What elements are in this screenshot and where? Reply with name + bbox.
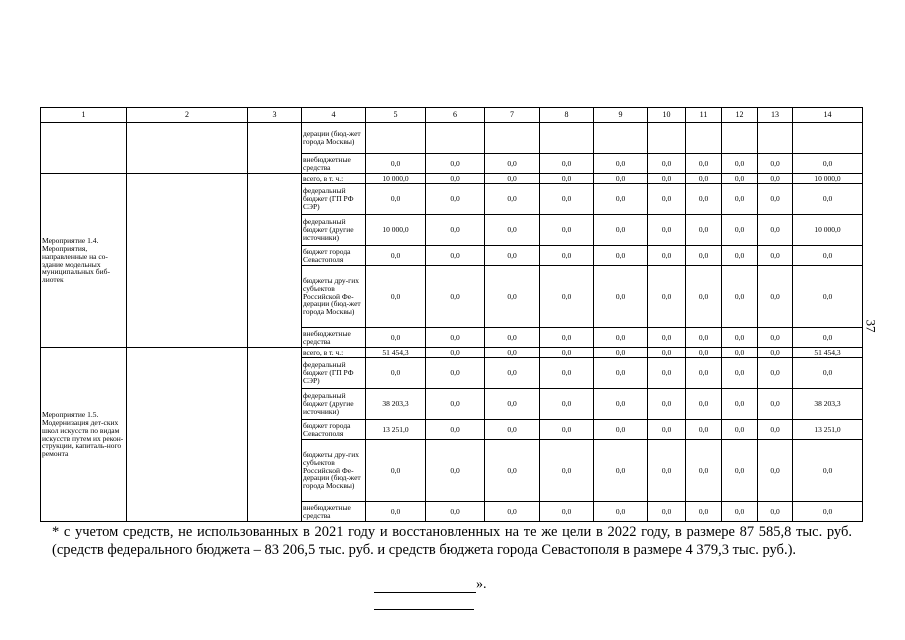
value-cell: 0,0 bbox=[686, 420, 722, 440]
value-cell: 0,0 bbox=[758, 215, 793, 246]
value-cell: 0,0 bbox=[686, 358, 722, 389]
column-header: 3 bbox=[248, 108, 302, 123]
value-cell: 0,0 bbox=[594, 215, 648, 246]
closing-mark bbox=[374, 577, 487, 593]
column-header: 4 bbox=[302, 108, 366, 123]
value-cell: 0,0 bbox=[540, 174, 594, 184]
value-cell: 0,0 bbox=[485, 215, 540, 246]
value-cell: 0,0 bbox=[426, 328, 485, 348]
value-cell: 38 203,3 bbox=[366, 389, 426, 420]
value-cell: 0,0 bbox=[686, 174, 722, 184]
table-row bbox=[41, 123, 863, 154]
value-cell: 0,0 bbox=[594, 266, 648, 328]
funding-source-label: всего, в т. ч.: bbox=[302, 348, 366, 358]
value-cell: 0,0 bbox=[722, 266, 758, 328]
value-cell: 0,0 bbox=[594, 389, 648, 420]
value-cell bbox=[426, 123, 485, 154]
value-cell: 0,0 bbox=[648, 420, 686, 440]
value-cell: 0,0 bbox=[594, 154, 648, 174]
column-header: 9 bbox=[594, 108, 648, 123]
value-cell: 0,0 bbox=[485, 154, 540, 174]
value-cell: 51 454,3 bbox=[793, 348, 863, 358]
empty-cell bbox=[127, 174, 248, 348]
value-cell bbox=[485, 123, 540, 154]
value-cell: 0,0 bbox=[758, 502, 793, 522]
value-cell bbox=[686, 123, 722, 154]
value-cell: 0,0 bbox=[648, 358, 686, 389]
value-cell: 0,0 bbox=[485, 420, 540, 440]
value-cell: 0,0 bbox=[485, 389, 540, 420]
value-cell: 0,0 bbox=[540, 328, 594, 348]
value-cell bbox=[540, 123, 594, 154]
closing-line bbox=[374, 580, 476, 593]
value-cell: 0,0 bbox=[540, 184, 594, 215]
empty-cell bbox=[248, 123, 302, 174]
value-cell: 0,0 bbox=[426, 184, 485, 215]
value-cell: 0,0 bbox=[758, 420, 793, 440]
value-cell: 0,0 bbox=[540, 154, 594, 174]
funding-source-label: федеральный бюджет (другие источники) bbox=[302, 389, 366, 420]
funding-source-label: бюджет города Севастополя bbox=[302, 246, 366, 266]
value-cell: 0,0 bbox=[485, 348, 540, 358]
value-cell: 0,0 bbox=[540, 266, 594, 328]
funding-source-label: дерации (бюд-жет города Москвы) bbox=[302, 123, 366, 154]
value-cell bbox=[793, 123, 863, 154]
measure-title: Мероприятие 1.5. Модернизация дет-ских школ искусств по видам искусств путем их рекон-струкции, капиталь-ного ремонта bbox=[41, 348, 127, 522]
value-cell: 0,0 bbox=[758, 440, 793, 502]
funding-source-label: внебюджетные средства bbox=[302, 502, 366, 522]
value-cell: 0,0 bbox=[594, 502, 648, 522]
value-cell: 0,0 bbox=[366, 266, 426, 328]
value-cell: 10 000,0 bbox=[366, 215, 426, 246]
value-cell: 0,0 bbox=[426, 389, 485, 420]
value-cell: 13 251,0 bbox=[793, 420, 863, 440]
value-cell: 0,0 bbox=[594, 328, 648, 348]
value-cell: 10 000,0 bbox=[793, 174, 863, 184]
funding-source-label: бюджеты дру-гих субъектов Российской Фе-дерации (бюд-жет города Москвы) bbox=[302, 440, 366, 502]
value-cell: 0,0 bbox=[758, 328, 793, 348]
value-cell: 0,0 bbox=[485, 440, 540, 502]
value-cell: 0,0 bbox=[686, 266, 722, 328]
funding-source-label: федеральный бюджет (ГП РФ СЭР) bbox=[302, 184, 366, 215]
value-cell: 0,0 bbox=[686, 440, 722, 502]
empty-cell bbox=[248, 348, 302, 522]
value-cell: 0,0 bbox=[686, 328, 722, 348]
value-cell: 0,0 bbox=[686, 184, 722, 215]
value-cell: 0,0 bbox=[426, 154, 485, 174]
funding-source-label: внебюджетные средства bbox=[302, 328, 366, 348]
value-cell: 0,0 bbox=[793, 266, 863, 328]
value-cell: 0,0 bbox=[594, 184, 648, 215]
value-cell: 0,0 bbox=[426, 420, 485, 440]
value-cell: 0,0 bbox=[594, 440, 648, 502]
column-header: 5 bbox=[366, 108, 426, 123]
value-cell: 0,0 bbox=[793, 154, 863, 174]
value-cell: 0,0 bbox=[426, 358, 485, 389]
value-cell: 0,0 bbox=[594, 246, 648, 266]
value-cell bbox=[594, 123, 648, 154]
column-header: 12 bbox=[722, 108, 758, 123]
value-cell: 0,0 bbox=[366, 184, 426, 215]
bottom-rule bbox=[374, 609, 474, 610]
value-cell: 0,0 bbox=[594, 348, 648, 358]
value-cell bbox=[648, 123, 686, 154]
value-cell: 0,0 bbox=[540, 358, 594, 389]
value-cell: 0,0 bbox=[722, 440, 758, 502]
value-cell: 0,0 bbox=[793, 502, 863, 522]
value-cell: 0,0 bbox=[686, 215, 722, 246]
value-cell: 0,0 bbox=[366, 502, 426, 522]
value-cell: 0,0 bbox=[758, 389, 793, 420]
value-cell: 0,0 bbox=[758, 174, 793, 184]
value-cell: 0,0 bbox=[540, 348, 594, 358]
value-cell: 0,0 bbox=[793, 440, 863, 502]
value-cell: 0,0 bbox=[793, 184, 863, 215]
value-cell: 0,0 bbox=[686, 389, 722, 420]
value-cell: 0,0 bbox=[648, 154, 686, 174]
closing-quote: ». bbox=[476, 577, 487, 592]
value-cell: 0,0 bbox=[758, 348, 793, 358]
value-cell: 0,0 bbox=[722, 328, 758, 348]
column-header: 1 bbox=[41, 108, 127, 123]
value-cell: 0,0 bbox=[758, 266, 793, 328]
value-cell: 0,0 bbox=[485, 266, 540, 328]
column-header: 10 bbox=[648, 108, 686, 123]
column-header: 14 bbox=[793, 108, 863, 123]
value-cell: 0,0 bbox=[722, 174, 758, 184]
value-cell: 0,0 bbox=[485, 502, 540, 522]
value-cell: 0,0 bbox=[366, 328, 426, 348]
value-cell: 0,0 bbox=[366, 440, 426, 502]
value-cell: 0,0 bbox=[485, 246, 540, 266]
value-cell: 13 251,0 bbox=[366, 420, 426, 440]
value-cell: 0,0 bbox=[686, 502, 722, 522]
funding-source-label: бюджет города Севастополя bbox=[302, 420, 366, 440]
funding-source-label: федеральный бюджет (ГП РФ СЭР) bbox=[302, 358, 366, 389]
measure-title: Мероприятие 1.4. Мероприятия, направленные на со-здание модельных муниципальных биб-лиотек bbox=[41, 174, 127, 348]
value-cell: 0,0 bbox=[648, 328, 686, 348]
budget-table bbox=[40, 107, 863, 522]
value-cell: 0,0 bbox=[648, 215, 686, 246]
column-header: 8 bbox=[540, 108, 594, 123]
value-cell: 0,0 bbox=[722, 154, 758, 174]
value-cell: 0,0 bbox=[758, 358, 793, 389]
value-cell: 0,0 bbox=[485, 184, 540, 215]
value-cell: 51 454,3 bbox=[366, 348, 426, 358]
value-cell: 0,0 bbox=[426, 215, 485, 246]
value-cell: 0,0 bbox=[722, 184, 758, 215]
value-cell bbox=[366, 123, 426, 154]
value-cell: 0,0 bbox=[648, 389, 686, 420]
value-cell: 0,0 bbox=[540, 502, 594, 522]
funding-source-label: всего, в т. ч.: bbox=[302, 174, 366, 184]
value-cell: 0,0 bbox=[648, 246, 686, 266]
value-cell: 0,0 bbox=[594, 174, 648, 184]
value-cell bbox=[722, 123, 758, 154]
value-cell: 0,0 bbox=[722, 502, 758, 522]
table-row bbox=[41, 174, 863, 184]
value-cell: 0,0 bbox=[686, 246, 722, 266]
value-cell: 0,0 bbox=[426, 174, 485, 184]
value-cell: 0,0 bbox=[722, 420, 758, 440]
footnote: * с учетом средств, не использованных в 2021 году и восстановленных на те же цели в 2022 году, в размере 87 585,8 тыс. руб. (средств федерального бюджета – 83 206,5 тыс. руб. и средств бюджета города Севастополя в размере 4 379,3 тыс. руб.). bbox=[52, 524, 852, 558]
value-cell: 10 000,0 bbox=[366, 174, 426, 184]
value-cell: 0,0 bbox=[366, 358, 426, 389]
column-header: 2 bbox=[127, 108, 248, 123]
empty-cell bbox=[127, 348, 248, 522]
column-header: 11 bbox=[686, 108, 722, 123]
value-cell: 0,0 bbox=[686, 154, 722, 174]
value-cell: 0,0 bbox=[793, 358, 863, 389]
funding-source-label: федеральный бюджет (другие источники) bbox=[302, 215, 366, 246]
value-cell: 0,0 bbox=[793, 328, 863, 348]
value-cell: 0,0 bbox=[485, 174, 540, 184]
value-cell: 0,0 bbox=[722, 215, 758, 246]
column-header: 6 bbox=[426, 108, 485, 123]
value-cell: 0,0 bbox=[648, 184, 686, 215]
column-header: 13 bbox=[758, 108, 793, 123]
value-cell: 0,0 bbox=[594, 420, 648, 440]
value-cell: 0,0 bbox=[426, 266, 485, 328]
empty-cell bbox=[248, 174, 302, 348]
value-cell: 0,0 bbox=[648, 266, 686, 328]
value-cell: 0,0 bbox=[366, 246, 426, 266]
value-cell: 0,0 bbox=[540, 215, 594, 246]
empty-cell bbox=[127, 123, 248, 174]
value-cell: 0,0 bbox=[426, 440, 485, 502]
value-cell: 10 000,0 bbox=[793, 215, 863, 246]
value-cell: 0,0 bbox=[594, 358, 648, 389]
value-cell: 0,0 bbox=[426, 348, 485, 358]
value-cell: 38 203,3 bbox=[793, 389, 863, 420]
column-header: 7 bbox=[485, 108, 540, 123]
value-cell: 0,0 bbox=[426, 246, 485, 266]
value-cell: 0,0 bbox=[366, 154, 426, 174]
value-cell: 0,0 bbox=[540, 246, 594, 266]
value-cell: 0,0 bbox=[648, 348, 686, 358]
table-row bbox=[41, 348, 863, 358]
value-cell: 0,0 bbox=[540, 389, 594, 420]
value-cell: 0,0 bbox=[758, 154, 793, 174]
value-cell: 0,0 bbox=[540, 420, 594, 440]
header-row bbox=[41, 108, 863, 123]
value-cell: 0,0 bbox=[758, 184, 793, 215]
value-cell: 0,0 bbox=[722, 358, 758, 389]
value-cell: 0,0 bbox=[758, 246, 793, 266]
value-cell: 0,0 bbox=[485, 328, 540, 348]
value-cell: 0,0 bbox=[648, 174, 686, 184]
value-cell: 0,0 bbox=[426, 502, 485, 522]
funding-source-label: бюджеты дру-гих субъектов Российской Фе-дерации (бюд-жет города Москвы) bbox=[302, 266, 366, 328]
value-cell: 0,0 bbox=[722, 246, 758, 266]
value-cell: 0,0 bbox=[485, 358, 540, 389]
value-cell: 0,0 bbox=[540, 440, 594, 502]
value-cell: 0,0 bbox=[686, 348, 722, 358]
value-cell: 0,0 bbox=[722, 389, 758, 420]
value-cell: 0,0 bbox=[648, 502, 686, 522]
page-number: 37 bbox=[863, 319, 879, 333]
value-cell: 0,0 bbox=[648, 440, 686, 502]
value-cell bbox=[758, 123, 793, 154]
value-cell: 0,0 bbox=[722, 348, 758, 358]
value-cell: 0,0 bbox=[793, 246, 863, 266]
funding-source-label: внебюджетные средства bbox=[302, 154, 366, 174]
empty-cell bbox=[41, 123, 127, 174]
